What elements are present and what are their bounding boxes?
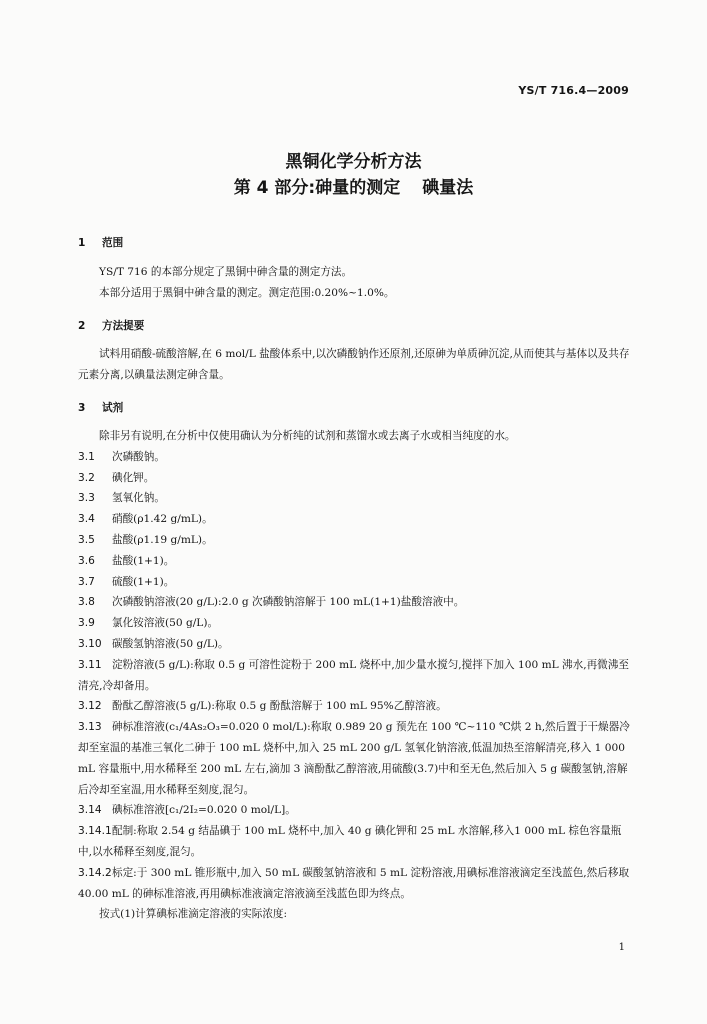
list-item: 3.8 次磷酸钠溶液(20 g/L):2.0 g 次磷酸钠溶解于 100 mL(1+1)盐酸溶液中。 xyxy=(78,596,465,609)
list-item: 3.12 酚酞乙醇溶液(5 g/L):称取 0.5 g 酚酞溶解于 100 mL 95%乙醇溶液。 xyxy=(78,700,447,713)
list-item: 3.14.1配制:称取 2.54 g 结晶碘于 100 mL 烧杯中,加入 40 g 碘化钾和 25 mL 水溶解,移入1 000 mL 棕色容量瓶中,以水稀释至刻度,混匀。 xyxy=(78,825,622,858)
list-item: 3.1 次磷酸钠。 xyxy=(78,450,165,463)
section-1-body xyxy=(78,262,633,304)
page-number: 1 xyxy=(618,942,625,953)
section-number: 3 xyxy=(78,402,86,414)
subtitle-part: 第 4 部分:砷量的测定 xyxy=(233,178,401,198)
list-item: 3.5 盐酸(ρ1.19 g/mL)。 xyxy=(78,533,213,546)
section-2-heading xyxy=(78,318,144,333)
section-title: 范围 xyxy=(102,237,124,249)
list-item: 3.7 硫酸(1+1)。 xyxy=(78,575,175,588)
paragraph: 试料用硝酸-硫酸溶解,在 6 mol/L 盐酸体系中,以次磷酸钠作还原剂,还原砷为单质砷沉淀,从而使其与基体以及共存元素分离,以碘量法测定砷含量。 xyxy=(78,348,630,381)
section-3-body xyxy=(78,426,633,925)
section-title: 方法提要 xyxy=(102,320,145,332)
document-subtitle xyxy=(0,173,707,198)
document-code: YS/T 716.4—2009 xyxy=(518,84,629,97)
paragraph: YS/T 716 的本部分规定了黑铜中砷含量的测定方法。 xyxy=(99,266,353,278)
section-number: 2 xyxy=(78,320,86,332)
section-2-body xyxy=(78,344,633,386)
list-item: 3.2 碘化钾。 xyxy=(78,471,155,484)
list-item: 3.3 氢氧化钠。 xyxy=(78,492,165,505)
list-item: 3.4 硝酸(ρ1.42 g/mL)。 xyxy=(78,513,213,526)
paragraph: 除非另有说明,在分析中仅使用确认为分析纯的试剂和蒸馏水或去离子水或相当纯度的水。 xyxy=(99,430,516,442)
list-item: 3.14 碘标准溶液[c₁/2I₂=0.020 0 mol/L]。 xyxy=(78,804,296,817)
section-3-heading xyxy=(78,400,123,415)
list-item: 3.10 碳酸氢钠溶液(50 g/L)。 xyxy=(78,637,229,650)
subtitle-method: 碘量法 xyxy=(422,178,474,198)
paragraph: 本部分适用于黑铜中砷含量的测定。测定范围:0.20%~1.0%。 xyxy=(99,286,395,299)
list-item: 3.6 盐酸(1+1)。 xyxy=(78,554,175,567)
list-item: 3.11 淀粉溶液(5 g/L):称取 0.5 g 可溶性淀粉于 200 mL 烧杯中,加少量水搅匀,搅拌下加入 100 mL 沸水,再微沸至清亮,冷却备用。 xyxy=(78,658,629,692)
section-1-heading xyxy=(78,235,123,250)
formula-intro: 按式(1)计算碘标准滴定溶液的实际浓度: xyxy=(99,908,288,921)
list-item: 3.14.2标定:于 300 mL 锥形瓶中,加入 50 mL 碳酸氢钠溶液和 5 mL 淀粉溶液,用碘标准溶液滴定至浅蓝色,然后移取 40.00 mL 的砷标准溶液,再用碘标准液滴定溶液滴至浅蓝色即为终点。 xyxy=(78,866,630,900)
list-item: 3.13 砷标准溶液(c₁/4As₂O₃=0.020 0 mol/L):称取 0.989 20 g 预先在 100 ℃~110 ℃烘 2 h,然后置于干燥器冷却至室温的基准三氧化二砷于 100 mL 烧杯中,加入 25 mL 200 g/L 氢氧化钠溶液,低温加热至溶解清亮,移入 1 000 mL 容量瓶中,用水稀释至 200 mL 左右,滴加 3 滴酚酞乙醇溶液,用硫酸(3.7)中和至无色,然后加入 5 g 碳酸氢钠,溶解后冷却至室温,用水稀释至刻度,混匀。 xyxy=(78,721,630,796)
list-item: 3.9 氯化铵溶液(50 g/L)。 xyxy=(78,617,219,630)
section-title: 试剂 xyxy=(102,402,124,414)
section-number: 1 xyxy=(78,237,86,249)
document-title: 黑铜化学分析方法 xyxy=(285,152,422,172)
